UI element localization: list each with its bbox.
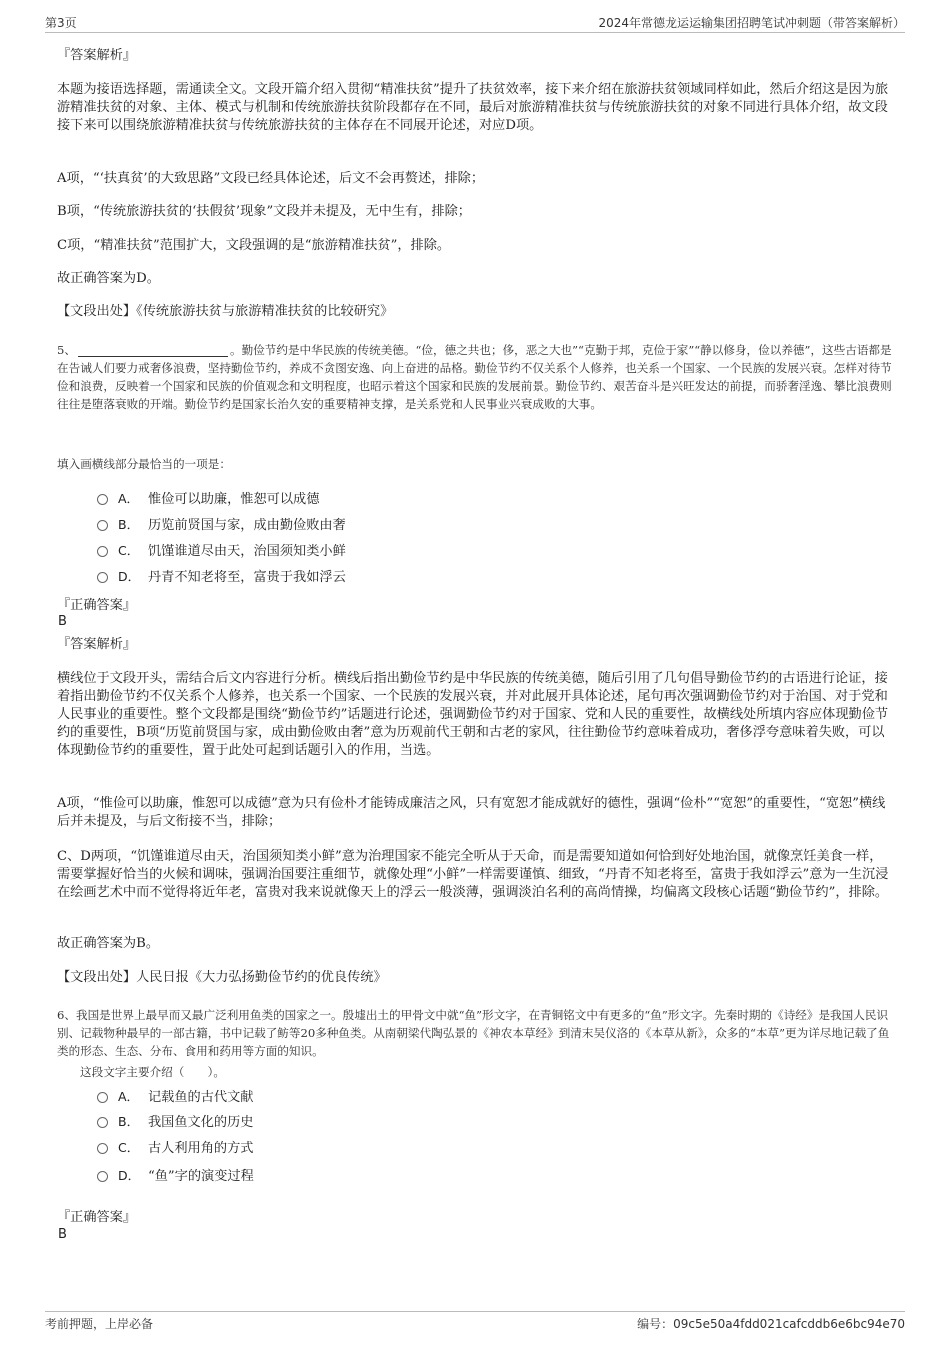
q5-analysis-option-cd: C、D两项，“饥馑谁道尽由天，治国须知类小鲜”意为治理国家不能完全听从于天命，而是需要知道如何恰到好处地治国，就像烹饪美食一样，需要掌握好恰当的火候和调味，强调治国要注重细节，就像处理“小鲜”一样需要谨慎、细致，“丹青不知老将至，富贵于我如浮云”意为一生沉浸在绘画艺术中而不觉得将近年老，富贵对我来说就像天上的浮云一般淡薄，强调淡泊名利的高尚情操，均偏离文段核心话题“勤俭节约”，排除。 bbox=[57, 849, 889, 900]
page-number: 第3页 bbox=[45, 16, 77, 30]
footer-slogan: 考前押题，上岸必备 bbox=[45, 1317, 154, 1331]
radio-icon[interactable] bbox=[97, 1092, 108, 1103]
q5-number: 5、 bbox=[57, 343, 76, 357]
q6-prompt: 这段文字主要介绍（ ）。 bbox=[80, 1065, 225, 1079]
q5-fill-blank bbox=[78, 344, 228, 357]
radio-icon[interactable] bbox=[97, 1143, 108, 1154]
q4-analysis-paragraph: 本题为接语选择题，需通读全文。文段开篇介绍入贯彻“精准扶贫”提升了扶贫效率，接下来介绍在旅游扶贫领域同样如此，然后介绍这是因为旅游精准扶贫的对象、主体、模式与机制和传统旅游扶贫阶段都存在不同，最后对旅游精准扶贫与传统旅游扶贫的对象不同进行具体介绍，故文段接下来可以围绕旅游精准扶贫与传统旅游扶贫的主体存在不同展开论述，对应D项。 bbox=[57, 82, 889, 133]
q4-source: 【文段出处】《传统旅游扶贫与旅游精准扶贫的比较研究》 bbox=[57, 304, 394, 319]
q5-option-c[interactable]: C． 饥馑谁道尽由天，治国须知类小鲜 bbox=[97, 542, 346, 561]
page-header bbox=[45, 12, 905, 33]
radio-icon[interactable] bbox=[97, 494, 108, 505]
q5-stem bbox=[57, 341, 892, 413]
radio-icon[interactable] bbox=[97, 546, 108, 557]
radio-icon[interactable] bbox=[97, 1117, 108, 1128]
q5-correct-label: 『正确答案』 bbox=[57, 598, 137, 613]
q4-analysis-label: 『答案解析』 bbox=[57, 48, 137, 63]
q5-option-d[interactable]: D． 丹青不知老将至，富贵于我如浮云 bbox=[97, 568, 346, 587]
q5-conclusion: 故正确答案为B。 bbox=[57, 936, 160, 951]
q6-option-d[interactable]: D． “鱼”字的演变过程 bbox=[97, 1167, 254, 1186]
q4-analysis-option-c: C项，“精准扶贫”范围扩大，文段强调的是“旅游精准扶贫”，排除。 bbox=[57, 238, 451, 253]
q6-correct-answer: B bbox=[58, 1227, 67, 1242]
q6-correct-label: 『正确答案』 bbox=[57, 1210, 137, 1225]
page-footer bbox=[45, 1311, 905, 1334]
radio-icon[interactable] bbox=[97, 520, 108, 531]
q5-analysis-label: 『答案解析』 bbox=[57, 637, 137, 652]
q5-analysis-paragraph: 横线位于文段开头，需结合后文内容进行分析。横线后指出勤俭节约是中华民族的传统美德，随后引用了几句倡导勤俭节约的古语进行论证，接着指出勤俭节约不仅关系个人修养，也关系一个国家、一个民族的发展兴衰，并对此展开具体论述，尾句再次强调勤俭节约对于治国、对于党和人民事业的重要性。整个文段都是围绕“勤俭节约”话题进行论述，强调勤俭节约对于国家、党和人民的重要性，故横线处所填内容应体现勤俭节约的重要性，B项“历览前贤国与家，成由勤俭败由奢”意为历观前代王朝和古老的家风，往往勤俭节约意味着成功，奢侈浮夸意味着失败，可以体现勤俭节约的重要性，置于此处可起到话题引入的作用，当选。 bbox=[57, 671, 889, 758]
q6-option-b[interactable]: B． 我国鱼文化的历史 bbox=[97, 1113, 254, 1132]
q6-stem: 6、我国是世界上最早而又最广泛利用鱼类的国家之一。殷墟出土的甲骨文中就“鱼”形文字，在青铜铭文中有更多的“鱼”形文字。先秦时期的《诗经》是我国人民识别、记载物种最早的一部古籍，书中记载了鲂等20多种鱼类。从南朝梁代陶弘景的《神农本草经》到清末吴仪洛的《本草从新》，众多的“本草”更为详尽地记载了鱼类的形态、生态、分布、食用和药用等方面的知识。 bbox=[57, 1008, 890, 1058]
q5-source: 【文段出处】人民日报《大力弘扬勤俭节约的优良传统》 bbox=[57, 970, 387, 985]
q4-analysis-option-a: A项，“‘扶真贫’的大致思路”文段已经具体论述，后文不会再赘述，排除； bbox=[57, 171, 485, 186]
q4-analysis-option-b: B项，“传统旅游扶贫的‘扶假贫’现象”文段并未提及，无中生有，排除； bbox=[57, 204, 471, 219]
q6-option-c[interactable]: C． 古人利用角的方式 bbox=[97, 1139, 254, 1158]
q6-option-a[interactable]: A． 记载鱼的古代文献 bbox=[97, 1088, 254, 1107]
q5-prompt: 填入画横线部分最恰当的一项是： bbox=[57, 457, 231, 471]
q5-option-a[interactable]: A． 惟俭可以助廉，惟恕可以成德 bbox=[97, 490, 319, 509]
document-code: 编号：09c5e50a4fdd021cafcddb6e6bc94e70 bbox=[637, 1317, 905, 1331]
q5-correct-answer: B bbox=[58, 614, 67, 629]
radio-icon[interactable] bbox=[97, 572, 108, 583]
radio-icon[interactable] bbox=[97, 1171, 108, 1182]
q5-option-b[interactable]: B． 历览前贤国与家，成由勤俭败由奢 bbox=[97, 516, 346, 535]
document-title: 2024年常德龙运运输集团招聘笔试冲刺题（带答案解析） bbox=[598, 16, 905, 30]
q5-stem-text: 。勤俭节约是中华民族的传统美德。“俭，德之共也；侈，恶之大也”“克勤于邦，克俭于家”“静以修身，俭以养德”，这些古语都是在告诫人们要力戒奢侈浪费，坚持勤俭节约，养成不贪图安逸、向上奋进的品格。勤俭节约不仅关系个人修养，也关系一个国家、一个民族的发展兴衰。怎样对待节俭和浪费，反映着一个国家和民族的价值观念和文明程度，也昭示着这个国家和民族的发展前景。勤俭节约、艰苦奋斗是兴旺发达的前提，而骄奢淫逸、攀比浪费则往往是堕落衰败的开端。勤俭节约是国家长治久安的重要精神支撑，是关系党和人民事业兴衰成败的大事。 bbox=[57, 343, 892, 411]
q5-analysis-option-a: A项，“惟俭可以助廉，惟恕可以成德”意为只有俭朴才能铸成廉洁之风，只有宽恕才能成就好的德性，强调“俭朴”“宽恕”的重要性，“宽恕”横线后并未提及，与后文衔接不当，排除； bbox=[57, 796, 886, 829]
q4-conclusion: 故正确答案为D。 bbox=[57, 271, 160, 286]
